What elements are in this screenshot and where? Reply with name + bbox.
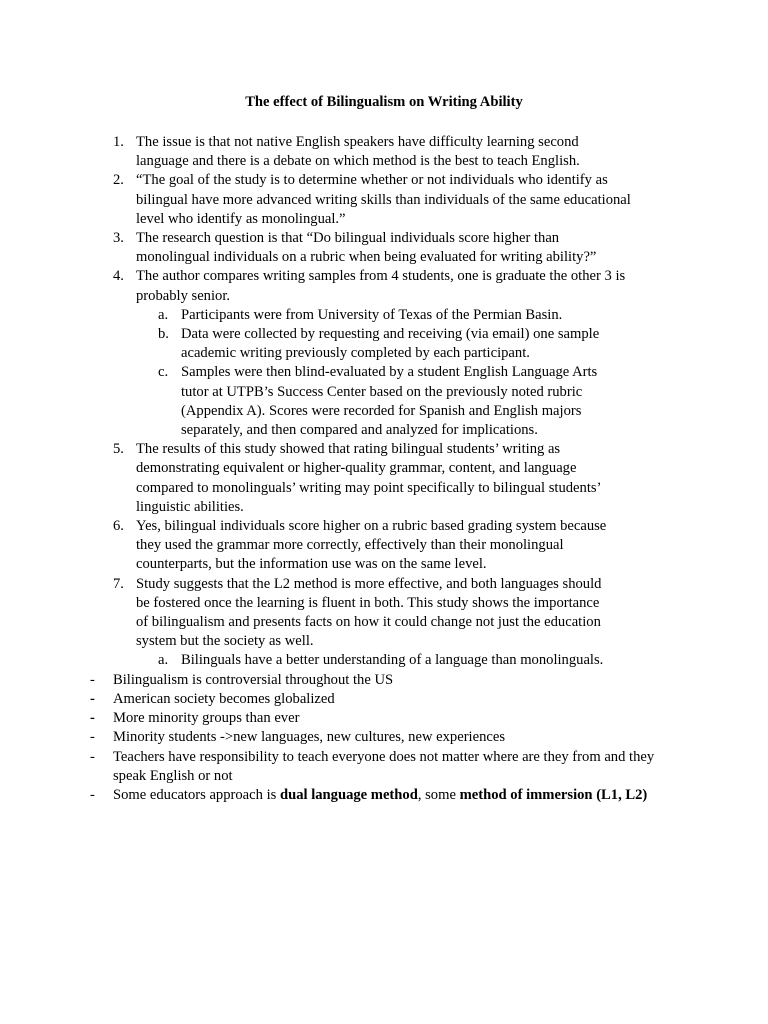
list-item-text: The research question is that “Do bilingual individuals score higher than monolingual individuals on a rubric when being evaluated for writing ability?” — [136, 230, 597, 266]
list-number: 1. — [113, 134, 124, 150]
bullet-list-wrapper — [0, 671, 768, 805]
list-number: 7. — [113, 575, 124, 592]
list-item-4 — [0, 267, 631, 440]
sub-list-item-a — [136, 651, 641, 670]
list-number: 4. — [113, 268, 124, 285]
sub-list — [136, 306, 631, 440]
list-number: 5. — [113, 441, 124, 458]
bullet-text-before: Some educators approach is — [113, 786, 280, 803]
sub-list-letter: b. — [158, 326, 169, 343]
document-title: The effect of Bilingualism on Writing Ability — [245, 94, 523, 110]
list-item-text: “The goal of the study is to determine whether or not individuals who identify as bilingual have more advanced writing skills than individuals of the same educational level who identify as monolingual.” — [136, 172, 631, 227]
bullet-item-text: More minority groups than ever — [113, 710, 300, 727]
bullet-dash: - — [90, 786, 95, 803]
bullet-bold-phrase-2: method of immersion (L1, L2) — [459, 786, 648, 803]
bullet-item — [0, 709, 678, 728]
bullet-dash: - — [90, 671, 95, 688]
bullet-text-middle: , some — [417, 786, 460, 803]
list-number: 3. — [113, 230, 124, 247]
sub-list-item-a — [136, 306, 621, 325]
list-item-1 — [0, 133, 631, 171]
sub-list-item-text: Samples were then blind-evaluated by a student English Language Arts tutor at UTPB’s Success Center based on the previously noted rubric (Appendix A). Scores were recorded for Spanish and English majors separately, and then compared and analyzed for implications. — [181, 364, 598, 439]
list-item-text: The results of this study showed that rating bilingual students’ writing as demonstrating equivalent or higher-quality grammar, content, and language compared to monolinguals’ writing may point specifically to bilingual students’ linguistic abilities. — [136, 441, 601, 515]
list-item-text: Study suggests that the L2 method is more effective, and both languages should be fostered once the learning is fluent in both. This study shows the importance of bilingualism and presents facts on how it could change not just the education system but the society as well. — [136, 575, 602, 650]
bullet-item — [0, 786, 713, 805]
list-item-text: The issue is that not native English speakers have difficulty learning second language and there is a debate on which method is the best to teach English. — [136, 134, 580, 170]
bullet-dash: - — [90, 748, 95, 765]
list-number: 6. — [113, 518, 124, 535]
bullet-dash: - — [90, 690, 95, 707]
list-item-5 — [0, 440, 631, 517]
bullet-item — [0, 690, 678, 709]
list-item-text: The author compares writing samples from 4 students, one is graduate the other 3 is probably senior. — [136, 268, 626, 304]
numbered-list — [0, 133, 768, 805]
sub-list-item-b — [136, 325, 621, 363]
bullet-item-text: Minority students ->new languages, new cultures, new experiences — [113, 729, 506, 746]
list-item-text: Yes, bilingual individuals score higher on a rubric based grading system because they used the grammar more correctly, effectively than their monolingual counterparts, but the information use was on the same level. — [136, 518, 607, 573]
sub-list-item-text: Participants were from University of Texas of the Permian Basin. — [181, 306, 563, 323]
sub-list — [136, 651, 604, 670]
sub-list-item-c — [136, 363, 621, 440]
sub-list-letter: c. — [158, 364, 169, 381]
list-item-3 — [0, 229, 631, 267]
bullet-item-text: Teachers have responsibility to teach everyone does not matter where are they from and they speak English or not — [113, 748, 655, 784]
bullet-bold-phrase-1: dual language method — [279, 786, 418, 803]
sub-list-letter: a. — [158, 306, 169, 323]
bullet-item — [0, 748, 678, 786]
sub-list-item-text: Data were collected by requesting and receiving (via email) one sample academic writing previously completed by each participant. — [181, 326, 600, 362]
bullet-list — [0, 671, 768, 805]
bullet-dash: - — [90, 710, 95, 727]
list-number: 2. — [113, 172, 124, 189]
list-item-6 — [0, 517, 631, 575]
sub-list-letter: a. — [158, 652, 169, 669]
list-item-2 — [0, 171, 631, 229]
sub-list-item-text: Bilinguals have a better understanding of a language than monolinguals. — [181, 652, 604, 669]
bullet-item — [0, 671, 678, 690]
bullet-item-text: American society becomes globalized — [113, 690, 335, 707]
bullet-dash: - — [90, 729, 95, 746]
bullet-item — [0, 728, 678, 747]
list-item-7 — [0, 575, 604, 671]
bullet-item-text: Bilingualism is controversial throughout the US — [113, 671, 394, 688]
